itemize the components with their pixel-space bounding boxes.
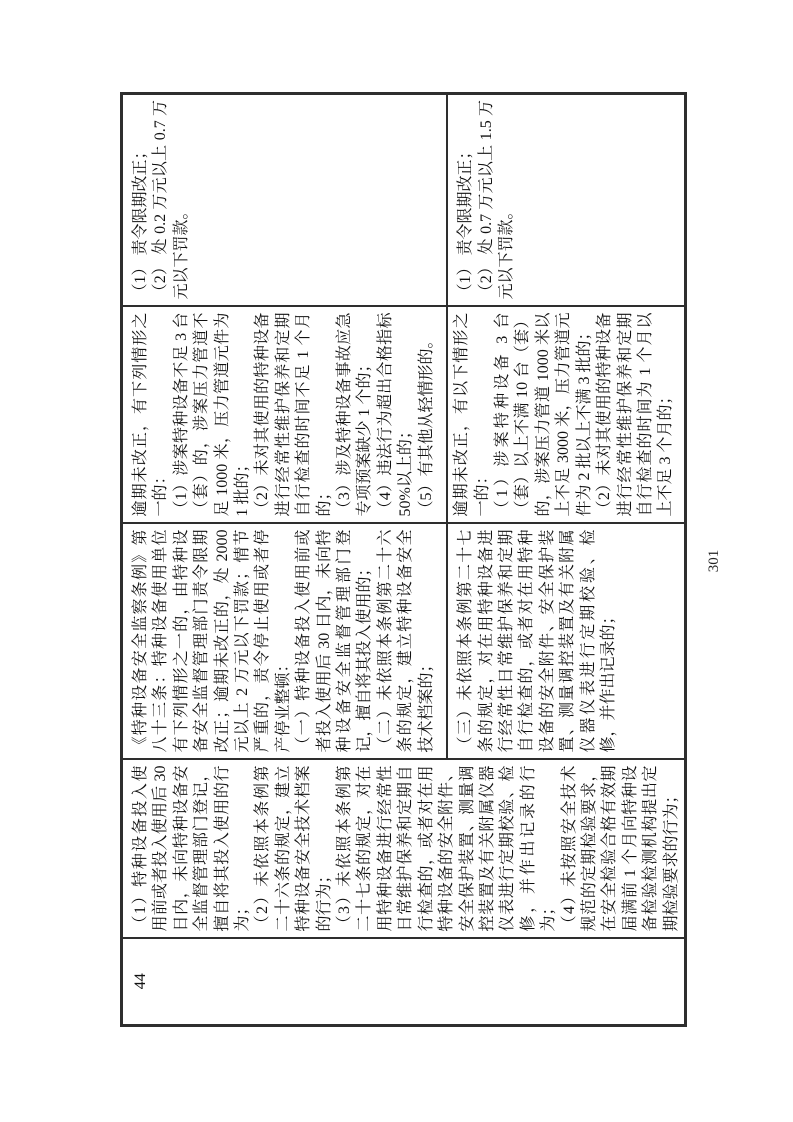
paragraph: （1） 责令限期改正； [457, 143, 475, 300]
page-number: 301 [706, 549, 722, 573]
paragraph: （2） 处 0.2 万元以上 0.7 万元以下罚款。 [152, 100, 190, 300]
penalty-cell-tier1 [122, 94, 448, 307]
circumstances-cell-tier2 [447, 307, 685, 524]
paragraph: 逾期未改正，有下列情形之一的： [132, 312, 170, 517]
paragraph: （1）涉案特种设备不足 3 台（套）的，涉案压力管道不足 1000 米，压力管道元件为 1 批的； [172, 312, 252, 517]
violation-cell [122, 760, 686, 939]
basis-cell-tier1 [122, 524, 448, 760]
table-row-tier1 [122, 94, 448, 1026]
paragraph: （2） 处 0.7 万元以上 1.5 万元以下罚款。 [477, 100, 516, 300]
paragraph: （2）未依照本条例第二十六条的规定，建立特种设备安全技术档案的行为； [254, 765, 333, 932]
paragraph: （3）涉及特种设备事故应急专项预案缺少 1 个的； [336, 312, 374, 517]
paragraph: （二）未依照本条例第二十六条的规定，建立特种设备安全技术档案的； [376, 529, 435, 753]
paragraph: （3）未依照本条例第二十七条的规定，对在用特种设备进行经常性日常维护保养和定期自行检查的，或者对在用特种设备的安全附件、安全保护装置、测量调控装置及有关附属仪器仪表进行定期校验、检修，并作出记录的行为； [336, 765, 558, 932]
paragraph: （5）有其他从轻情形的。 [417, 332, 435, 517]
basis-cell-tier2 [447, 524, 685, 760]
paragraph: （2）未对其使用的特种设备进行经常性维护保养和定期自行检查的时间不足 1 个月的； [254, 312, 333, 517]
paragraph: （1）特种设备投入使用前或者投入使用后 30 日内，未向特种设备安全监督管理部门登记，擅自将其投入使用的行为； [132, 765, 252, 932]
penalty-table [120, 92, 687, 1027]
paragraph: （4）违法行为超出合格指标50%以上的； [376, 312, 415, 517]
paragraph: （2）未对其使用的特种设备进行经常性维护保养和定期自行检查的时间为 1 个月以上不足 3 个月的； [596, 312, 675, 517]
paragraph: 《特种设备安全监察条例》第八十三条：特种设备使用单位有下列情形之一的，由特种设备安全监督管理部门责令限期改正；逾期未改正的，处 2000 元以上 2 万元以下罚款；情节严重的，责令停止使用或者停产停业整顿： [132, 529, 292, 753]
paragraph: （一）特种设备投入使用前或者投入使用后 30 日内，未向特种设备安全监督管理部门登记，擅自将其投入使用的； [295, 529, 374, 753]
paragraph: （1） 责令限期改正； [132, 143, 149, 300]
paragraph: （三）未依照本条例第二十七条的规定，对在用特种设备进行经常性日常维护保养和定期自行检查的，或者对在用特种设备的安全附件、安全保护装置、测量调控装置及有关附属仪器仪表进行定期校验、检修，并作出记录的； [457, 529, 618, 753]
circumstances-cell-tier1 [122, 307, 448, 524]
paragraph: （1）涉案特种设备 3 台（套）以上不满 10 台（套）的，涉案压力管道 1000 米以上不足 3000 米，压力管道元件为 2 批以上不满 3 批的； [494, 312, 593, 517]
paragraph: 逾期未改正，有以下情形之一的： [453, 312, 491, 517]
paragraph: （4）未按照安全技术规范的定期检验要求，在安全检验合格有效期届满前 1 个月向特种设备检验检测机构提出定期检验要求的行为； [560, 765, 680, 932]
serial-number-cell [122, 939, 686, 1026]
penalty-cell-tier2 [447, 94, 685, 307]
serial-number: 44 [132, 973, 149, 990]
